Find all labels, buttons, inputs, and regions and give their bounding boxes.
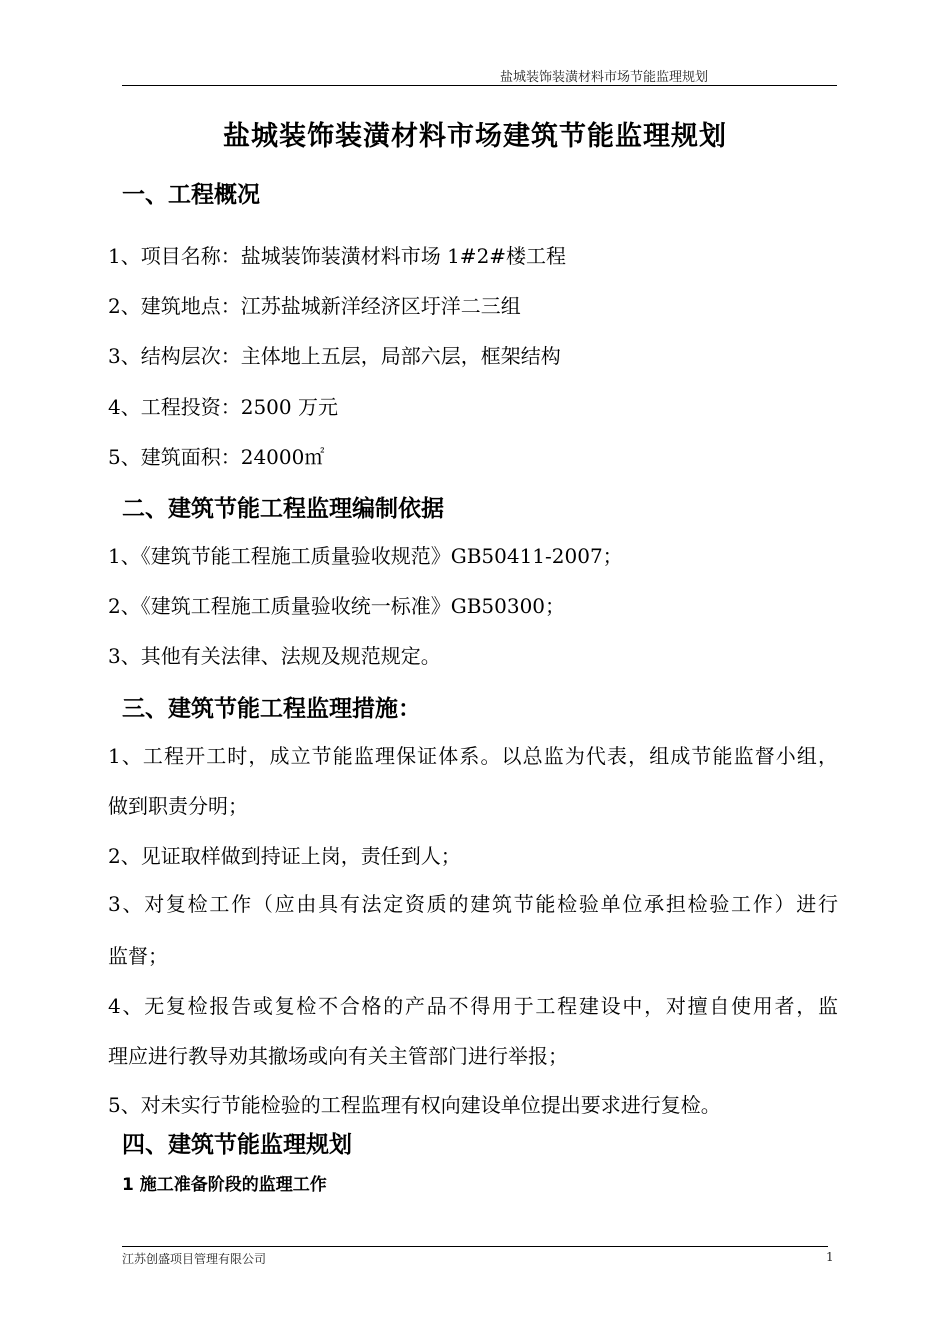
section-heading-measures: 三、建筑节能工程监理措施：: [122, 696, 421, 722]
measure-item-4-line-2: 理应进行教导劝其撤场或向有关主管部门进行举报；: [108, 1044, 568, 1068]
header-divider: [122, 85, 837, 86]
footer-divider: [122, 1246, 828, 1247]
section-heading-project-overview: 一、工程概况: [122, 182, 260, 208]
measure-item-4-line-1: 4、无复检报告或复检不合格的产品不得用于工程建设中，对擅自使用者，监: [108, 994, 838, 1018]
overview-item-location: 2、建筑地点：江苏盐城新洋经济区圩洋二三组: [108, 294, 521, 318]
measure-item-1-line-2: 做到职责分明；: [108, 794, 248, 818]
running-header-title: 盐城装饰装潢材料市场节能监理规划: [499, 70, 708, 85]
overview-item-investment: 4、工程投资：2500 万元: [108, 395, 338, 419]
footer-page-number: 1: [826, 1250, 834, 1264]
measure-item-1-line-1: 1、工程开工时，成立节能监理保证体系。以总监为代表，组成节能监督小组，: [108, 744, 838, 768]
basis-item-1: 1、《建筑节能工程施工质量验收规范》GB50411-2007；: [108, 544, 623, 568]
document-title: 盐城装饰装潢材料市场建筑节能监理规划: [223, 121, 727, 152]
section-heading-planning: 四、建筑节能监理规划: [122, 1132, 352, 1158]
subheading-preparation-stage: 1 施工准备阶段的监理工作: [122, 1175, 327, 1195]
measure-item-2: 2、见证取样做到持证上岗，责任到人；: [108, 844, 461, 868]
measure-item-3-line-1: 3、对复检工作（应由具有法定资质的建筑节能检验单位承担检验工作）进行: [108, 892, 838, 916]
basis-item-3: 3、其他有关法律、法规及规范规定。: [108, 644, 441, 668]
measure-item-5: 5、对未实行节能检验的工程监理有权向建设单位提出要求进行复检。: [108, 1093, 721, 1117]
overview-item-project-name: 1、项目名称：盐城装饰装潢材料市场 1#2#楼工程: [108, 244, 567, 268]
overview-item-area: 5、建筑面积：24000㎡: [108, 445, 325, 469]
basis-item-2: 2、《建筑工程施工质量验收统一标准》GB50300；: [108, 594, 566, 618]
measure-item-3-line-2: 监督；: [108, 944, 168, 968]
section-heading-basis: 二、建筑节能工程监理编制依据: [122, 496, 444, 522]
footer-company-name: 江苏创盛项目管理有限公司: [122, 1252, 267, 1266]
overview-item-structure: 3、结构层次：主体地上五层，局部六层，框架结构: [108, 344, 561, 368]
